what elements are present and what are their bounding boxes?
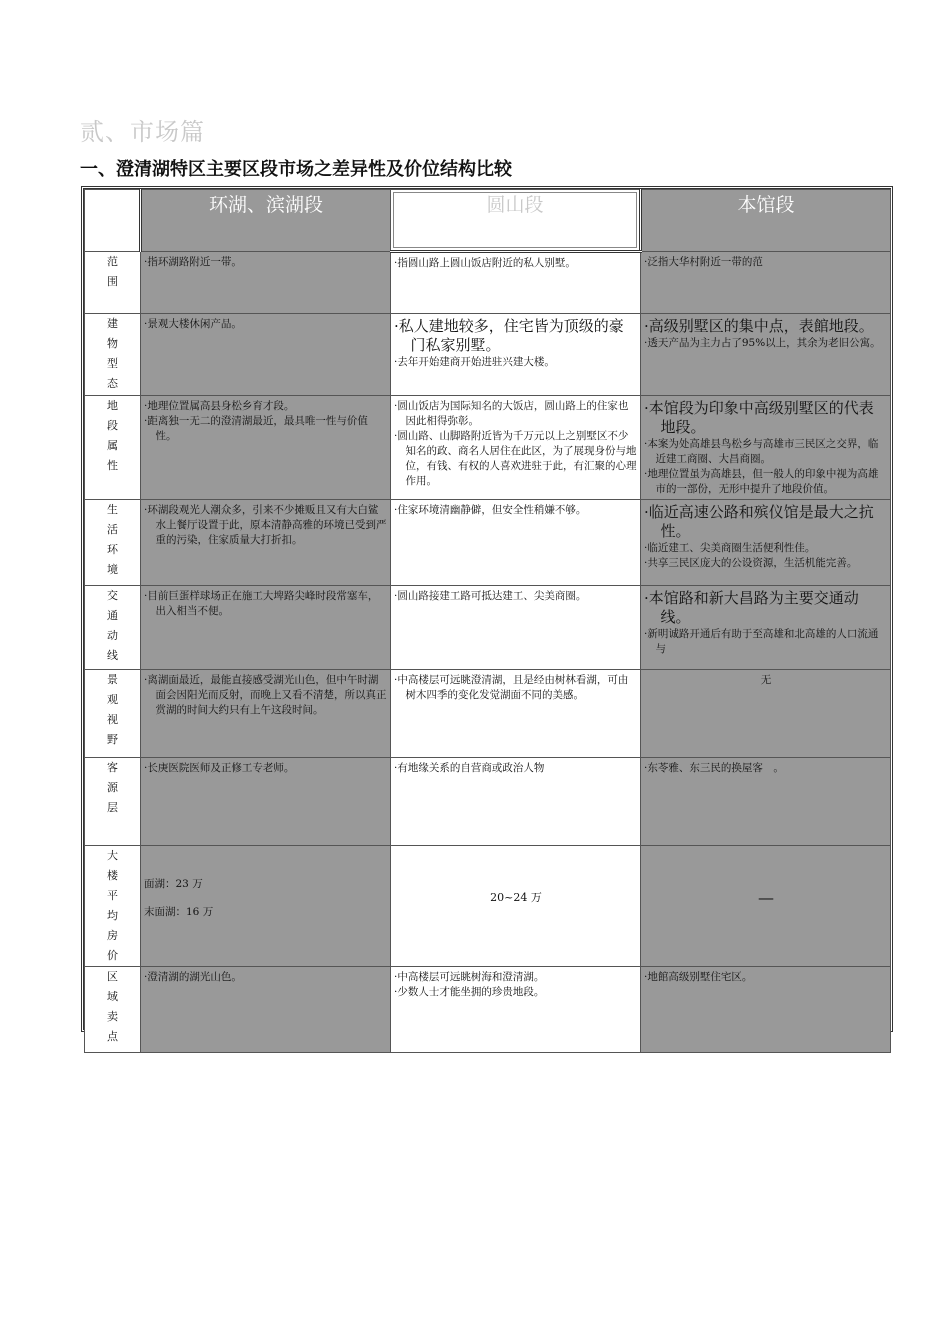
cell-content <box>641 967 890 987</box>
column-header-benguan: 本馆段 <box>641 190 891 252</box>
row-label-char: 价 <box>107 949 118 962</box>
row-label-char: 态 <box>107 377 118 390</box>
cell-yuanshan <box>391 500 641 586</box>
cell-line: ·临近建工、尖美商圈生活便利性佳。 <box>644 542 816 554</box>
cell-yuanshan <box>391 758 641 846</box>
cell-line: ·东苓雅、东三民的换屋客 。 <box>644 762 784 774</box>
row-label-char: 视 <box>107 713 118 726</box>
row-label-char: 境 <box>107 563 118 576</box>
row-label <box>85 670 141 758</box>
table-row-avg-price <box>85 846 891 967</box>
price-line: 面湖：23 万 <box>144 878 203 890</box>
row-label-char: 源 <box>107 781 118 794</box>
cell-yuanshan <box>391 314 641 396</box>
cell-huanhu <box>141 967 391 1053</box>
row-label-char: 段 <box>107 419 118 432</box>
table-row-traffic <box>85 586 891 670</box>
cell-content <box>391 670 640 705</box>
cell-content <box>391 500 640 520</box>
column-header-yuanshan: 圆山段 <box>391 190 641 252</box>
cell-content <box>391 846 640 907</box>
cell-content <box>391 253 640 273</box>
cell-highlight-line: ·高级别墅区的集中点，表館地段。 <box>644 317 874 335</box>
cell-line: ·中高楼层可远眺树海和澄清湖。 <box>394 971 545 983</box>
cell-content <box>641 396 890 499</box>
row-label <box>85 500 141 586</box>
row-label-char: 范 <box>107 255 118 268</box>
row-label-char: 野 <box>107 733 118 746</box>
cell-line: ·地理位置属高县身松乡育才段。 <box>144 400 295 412</box>
cell-content <box>391 967 640 1002</box>
cell-yuanshan <box>391 846 641 967</box>
cell-content <box>391 314 640 372</box>
cell-line: ·有地缘关系的自营商或政治人物 <box>394 762 545 774</box>
row-label-char: 交 <box>107 589 118 602</box>
row-label-char: 属 <box>107 439 118 452</box>
cell-content <box>641 252 890 272</box>
cell-line: ·地理位置虽为高雄县，但一般人的印象中视为高雄市的一部份，无形中提升了地段价值。 <box>644 468 879 495</box>
row-label-char: 地 <box>107 399 118 412</box>
cell-line: ·住家环境清幽静僻，但安全性稍嫌不够。 <box>394 504 587 516</box>
row-label-char: 均 <box>107 909 118 922</box>
row-label-char: 性 <box>107 459 118 472</box>
cell-content <box>141 670 390 720</box>
cell-highlight-line: ·临近高速公路和殡仪馆是最大之抗性。 <box>644 503 874 540</box>
row-label-char: 型 <box>107 357 118 370</box>
cell-content <box>641 586 890 659</box>
row-label-char: 大 <box>107 849 118 862</box>
cell-benguan <box>641 670 891 758</box>
page-title: 贰、市场篇 <box>80 118 205 146</box>
cell-line: ·环湖段观光人潮众多，引来不少摊贩且又有大白鲨水上餐厅设置于此，原本清静高雅的环境已受到严重的污染，住家质量大打折扣。 <box>144 504 387 546</box>
row-label-char: 客 <box>107 761 118 774</box>
cell-line: ·本案为处高雄县鸟松乡与高雄市三民区之交界，临近建工商圈、大昌商圈。 <box>644 438 879 465</box>
table-row-customers <box>85 758 891 846</box>
cell-line: ·目前巨蛋样球场正在施工大埤路尖峰时段常塞车，出入相当不便。 <box>144 590 379 617</box>
cell-line: ·地館高级别墅住宅区。 <box>644 971 753 983</box>
cell-highlight-line: ·私人建地较多，住宅皆为顶级的豪门私家别墅。 <box>394 317 624 354</box>
cell-yuanshan <box>391 252 641 314</box>
cell-huanhu <box>141 252 391 314</box>
cell-content <box>641 500 890 573</box>
cell-huanhu <box>141 500 391 586</box>
table-row-living-env <box>85 500 891 586</box>
cell-content <box>391 586 640 606</box>
row-label-char: 房 <box>107 929 118 942</box>
row-label-char: 楼 <box>107 869 118 882</box>
row-label-char: 层 <box>107 801 118 814</box>
row-label-char: 通 <box>107 609 118 622</box>
row-label-char: 围 <box>107 275 118 288</box>
cell-content <box>141 314 390 334</box>
cell-benguan <box>641 846 891 967</box>
cell-benguan <box>641 314 891 396</box>
cell-line: ·指环湖路附近一带。 <box>144 256 242 268</box>
row-label-char: 环 <box>107 543 118 556</box>
row-label-char: 生 <box>107 503 118 516</box>
table-header-row <box>85 190 891 252</box>
row-label-char: 物 <box>107 337 118 350</box>
cell-yuanshan <box>391 586 641 670</box>
row-label-char: 活 <box>107 523 118 536</box>
cell-line: ·中高楼层可远眺澄清湖，且是经由树林看湖，可由树木四季的变化发觉湖面不同的美感。 <box>394 674 629 701</box>
cell-content <box>391 396 640 491</box>
row-label <box>85 586 141 670</box>
cell-center-value: 无 <box>760 674 772 686</box>
column-header-huanhu: 环湖、滨湖段 <box>141 190 391 252</box>
cell-benguan <box>641 967 891 1053</box>
cell-benguan <box>641 586 891 670</box>
row-label <box>85 846 141 967</box>
cell-line: ·透天产品为主力占了95%以上，其余为老旧公寓。 <box>644 337 881 349</box>
cell-line: ·距离独一无二的澄清湖最近，最具唯一性与价值性。 <box>144 415 368 442</box>
corner-cell <box>85 190 141 252</box>
row-label <box>85 967 141 1053</box>
cell-line: ·去年开始建商开始进驻兴建大楼。 <box>394 356 555 368</box>
cell-line: ·圆山饭店为国际知名的大饭店，圆山路上的住家也因此相得弥彰。 <box>394 400 629 427</box>
cell-content <box>141 396 390 446</box>
table-row-range <box>85 252 891 314</box>
cell-huanhu <box>141 586 391 670</box>
cell-highlight-line: ·本馆段为印象中高级别墅区的代表地段。 <box>644 399 874 436</box>
cell-center-value: — <box>758 888 774 907</box>
cell-center-value: 20~24 万 <box>490 891 542 904</box>
cell-line: ·澄清湖的湖光山色。 <box>144 971 242 983</box>
cell-line: ·共享三民区庞大的公设资源，生活机能完善。 <box>644 557 858 569</box>
cell-line: ·新明诚路开通后有助于至高雄和北高雄的人口流通与 <box>644 628 879 655</box>
row-label-char: 区 <box>107 970 118 983</box>
row-label-char: 线 <box>107 649 118 662</box>
row-label-char: 建 <box>107 317 118 330</box>
cell-line: ·泛指大华村附近一带的范 <box>644 256 763 268</box>
cell-line: ·长庚医院医师及正修工专老师。 <box>144 762 295 774</box>
cell-line: ·离湖面最近，最能直接感受湖光山色，但中午时湖面会因阳光而反射，而晚上又看不清楚，所以真正赏湖的时间大约只有上午这段时间。 <box>144 674 387 716</box>
cell-line: ·圆山路接建工路可抵达建工、尖美商圈。 <box>394 590 587 602</box>
row-label-char: 观 <box>107 693 118 706</box>
cell-yuanshan <box>391 396 641 500</box>
row-label <box>85 252 141 314</box>
cell-line: ·指圆山路上圆山饭店附近的私人别墅。 <box>394 257 576 269</box>
cell-content <box>641 670 890 690</box>
cell-benguan <box>641 396 891 500</box>
cell-line: ·少数人士才能坐拥的珍贵地段。 <box>394 986 545 998</box>
section-title: 一、澄清湖特区主要区段市场之差异性及价位结构比较 <box>80 159 512 180</box>
cell-yuanshan <box>391 670 641 758</box>
cell-huanhu <box>141 846 391 967</box>
cell-huanhu <box>141 758 391 846</box>
cell-content <box>641 846 890 907</box>
cell-huanhu <box>141 396 391 500</box>
cell-benguan <box>641 252 891 314</box>
cell-huanhu <box>141 314 391 396</box>
row-label-char: 景 <box>107 673 118 686</box>
cell-content <box>141 846 390 926</box>
cell-benguan <box>641 500 891 586</box>
cell-highlight-line: ·本馆路和新大昌路为主要交通动线。 <box>644 589 859 626</box>
row-label <box>85 758 141 846</box>
cell-content <box>141 967 390 987</box>
cell-line: ·景观大楼休闲产品。 <box>144 318 242 330</box>
row-label <box>85 396 141 500</box>
cell-yuanshan <box>391 967 641 1053</box>
row-label-char: 动 <box>107 629 118 642</box>
cell-content <box>141 252 390 272</box>
cell-content <box>141 500 390 550</box>
cell-benguan <box>641 758 891 846</box>
price-line: 末面湖：16 万 <box>144 906 214 918</box>
row-label-char: 点 <box>107 1030 118 1043</box>
cell-huanhu <box>141 670 391 758</box>
table-row-building-type <box>85 314 891 396</box>
row-label-char: 平 <box>107 889 118 902</box>
table-row-location <box>85 396 891 500</box>
row-label <box>85 314 141 396</box>
cell-content <box>391 758 640 778</box>
comparison-table <box>84 189 891 1053</box>
row-label-char: 卖 <box>107 1010 118 1023</box>
cell-line: ·圆山路、山脚路附近皆为千万元以上之别墅区不少知名的政、商名人居住在此区，为了展现身份与地位，有钱、有权的人喜欢进驻于此，有汇聚的心理作用。 <box>394 430 637 487</box>
row-label-char: 域 <box>107 990 118 1003</box>
cell-content <box>141 586 390 621</box>
table-row-view <box>85 670 891 758</box>
cell-content <box>141 758 390 778</box>
table-row-selling-points <box>85 967 891 1053</box>
cell-content <box>641 314 890 353</box>
cell-content <box>641 758 890 778</box>
